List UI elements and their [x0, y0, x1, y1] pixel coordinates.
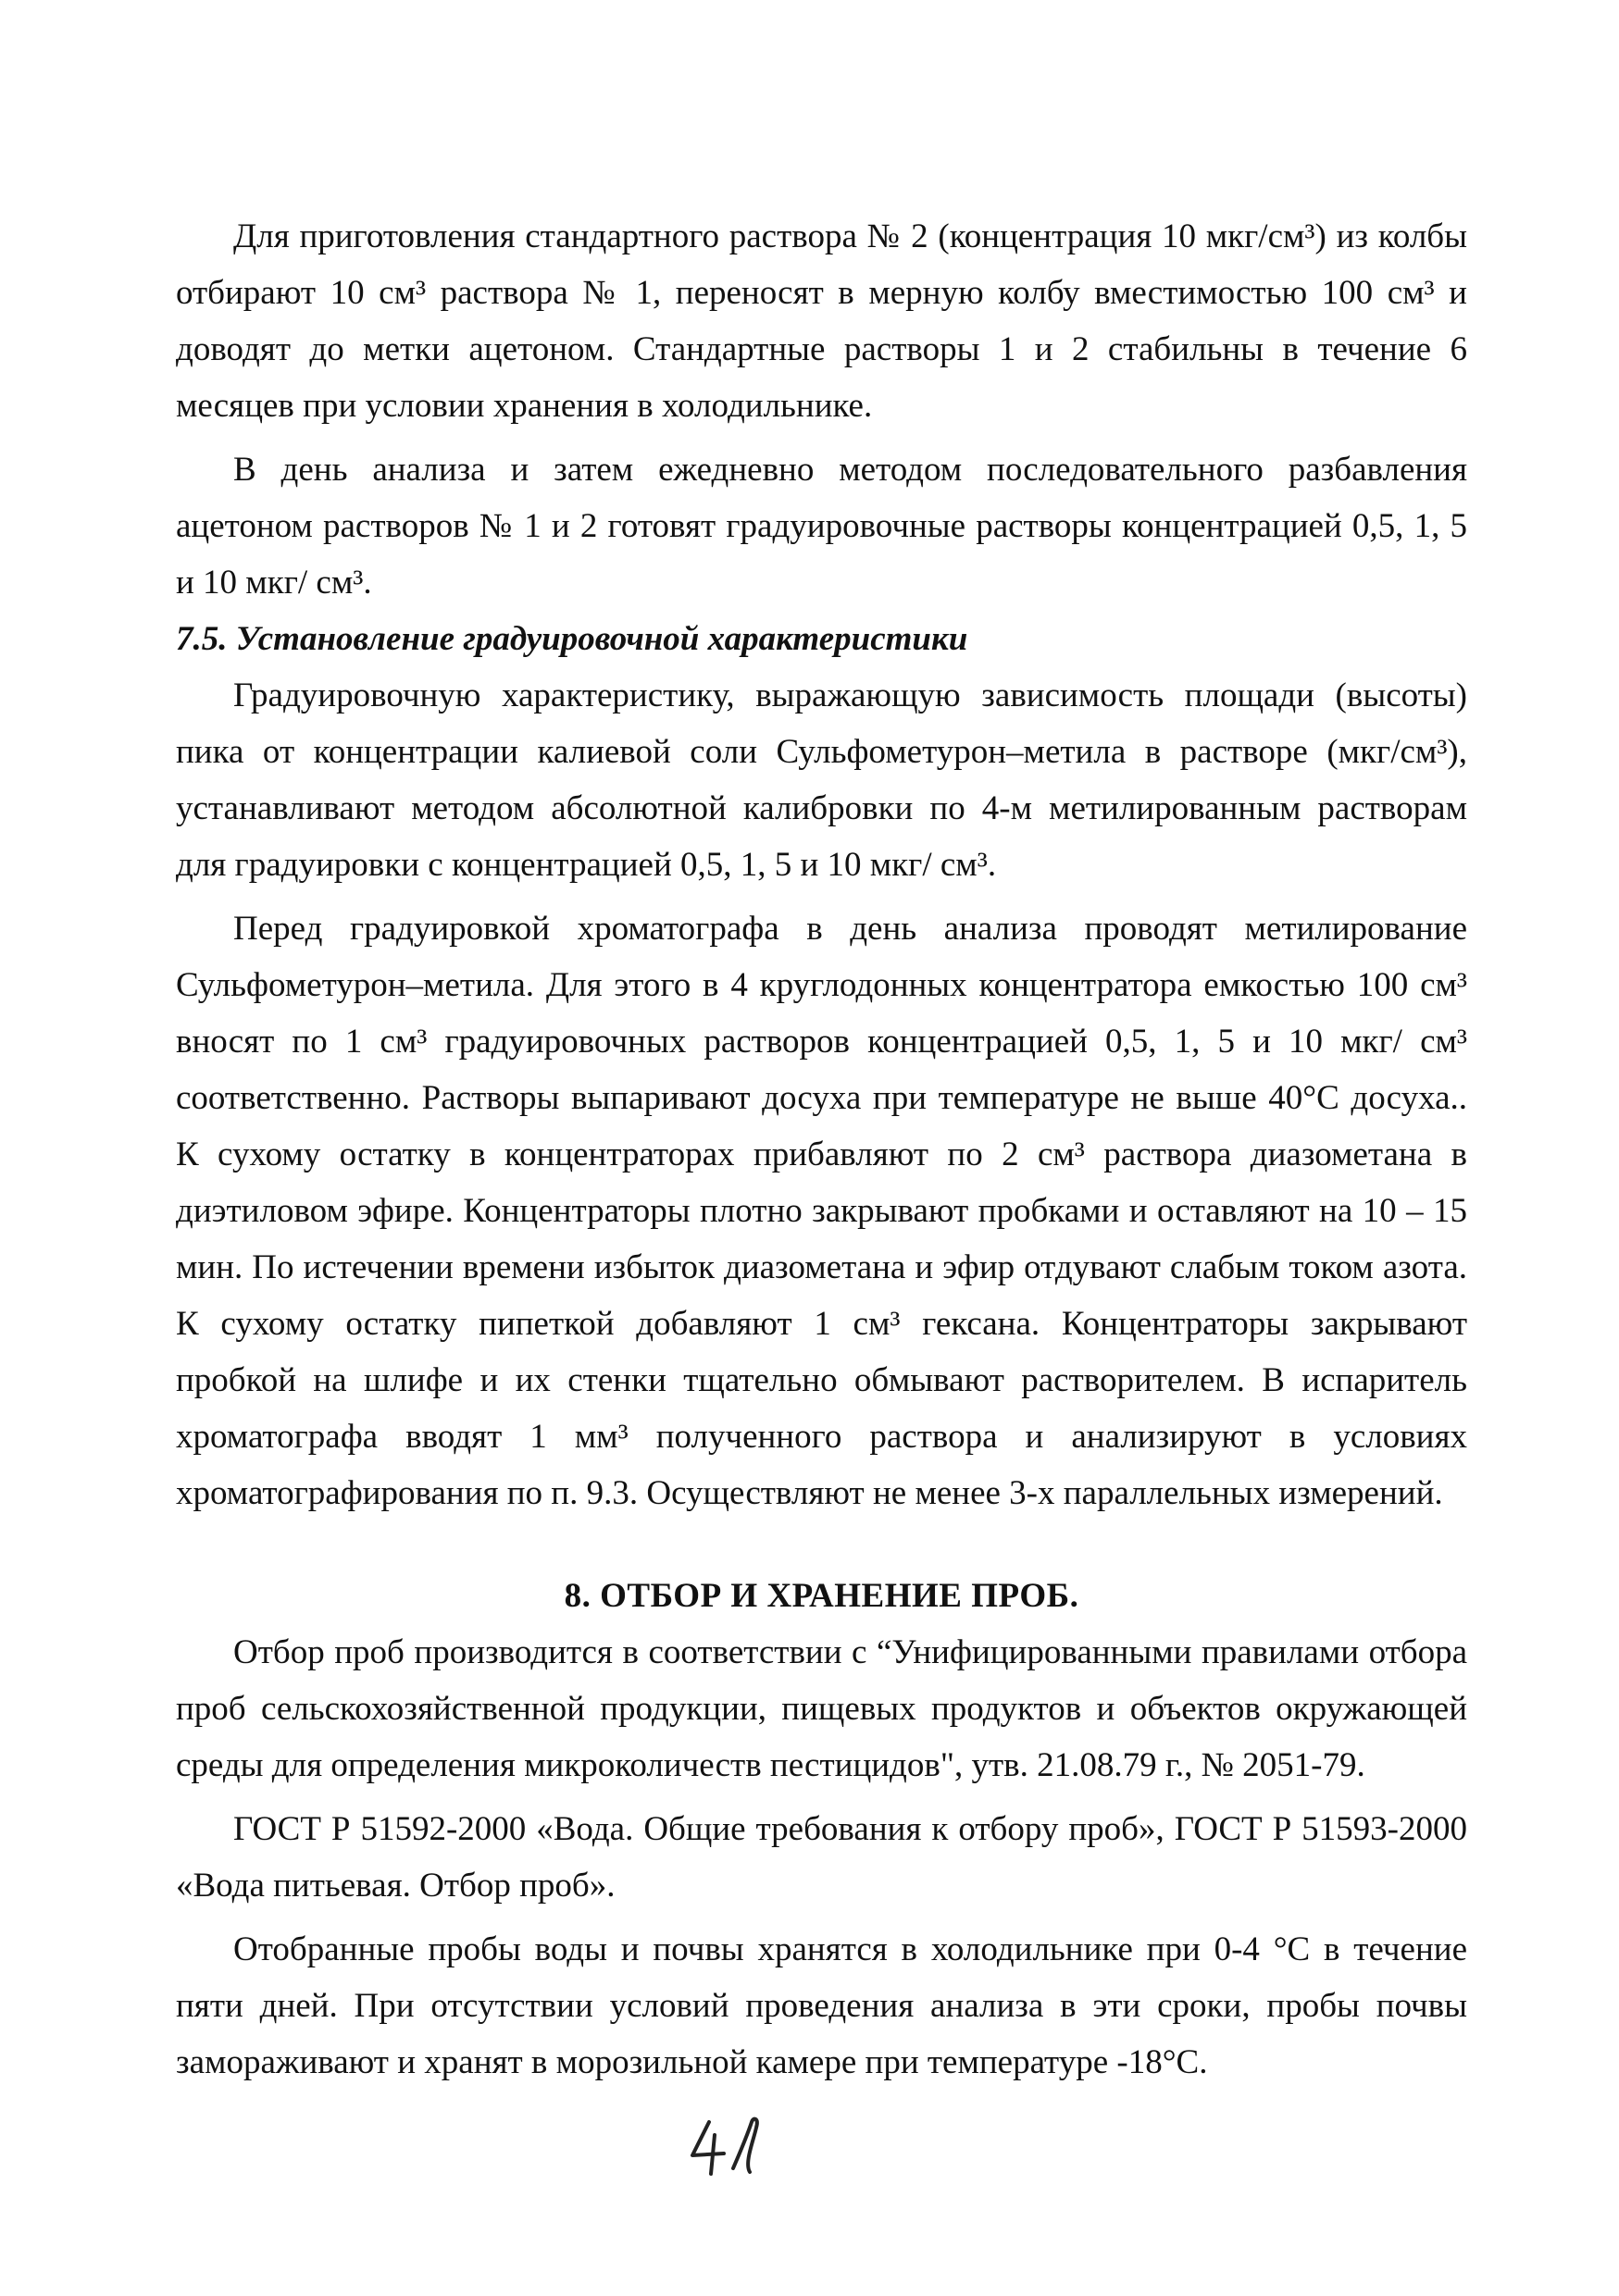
subheading-7-5: 7.5. Установление градуировочной характеристики [176, 620, 968, 658]
page-content [176, 208, 1467, 2091]
handwritten-page-number [685, 2115, 787, 2179]
paragraph-gost-standards: ГОСТ Р 51592-2000 «Вода. Общие требования к отбору проб», ГОСТ Р 51593-2000 «Вода питьевая. Отбор проб». [176, 1810, 1467, 1905]
paragraph-standard-solution-2: Для приготовления стандартного раствора № 2 (концентрация 10 мкг/см³) из колбы отбирают 10 см³ раствора № 1, переносят в мерную колбу вместимостью 100 см³ и доводят до метки ацетоном. Стандартные растворы 1 и 2 стабильны в течение 6 месяцев при условии хранения в холодильнике. [176, 217, 1467, 425]
paragraph-methylation-procedure: Перед градуировкой хроматографа в день анализа проводят метилирование Сульфометурон–метила. Для этого в 4 круглодонных концентратора емкостью 100 см³ вносят по 1 см³ градуировочных растворов концентрацией 0,5, 1, 5 и 10 мкг/ см³ соответственно. Растворы выпаривают досуха при температуре не выше 40°С досуха.. К сухому остатку в концентраторах прибавляют по 2 см³ раствора диазометана в диэтиловом эфире. Концентраторы плотно закрывают пробками и оставляют на 10 – 15 мин. По истечении времени избыток диазометана и эфир отдувают слабым током азота. К сухому остатку пипеткой добавляют 1 см³ гексана. Концентраторы закрывают пробкой на шлифе и их стенки тщательно обмывают растворителем. В испаритель хроматографа вводят 1 мм³ полученного раствора и анализируют в условиях хроматографирования по п. 9.3. Осуществляют не менее 3-х параллельных измерений. [176, 910, 1467, 1512]
paragraph-sample-storage: Отобранные пробы воды и почвы хранятся в холодильнике при 0-4 °С в течение пяти дней. При отсутствии условий проведения анализа в эти сроки, пробы почвы замораживают и хранят в морозильной камере при температуре -18°С. [176, 1930, 1467, 2081]
paragraph-calibration-solutions: В день анализа и затем ежедневно методом последовательного разбавления ацетоном растворов № 1 и 2 готовят градуировочные растворы концентрацией 0,5, 1, 5 и 10 мкг/ см³. [176, 451, 1467, 602]
paragraph-calibration-characteristic: Градуировочную характеристику, выражающую зависимость площади (высоты) пика от концентрации калиевой соли Сульфометурон–метила в растворе (мкг/см³), устанавливают методом абсолютной калибровки по 4-м метилированным растворам для градуировки с концентрацией 0,5, 1, 5 и 10 мкг/ см³. [176, 676, 1467, 884]
paragraph-sampling-rules: Отбор проб производится в соответствии с “Унифицированными правилами отбора проб сельскохозяйственной продукции, пищевых продуктов и объектов окружающей среды для определения микроколичеств пестицидов", утв. 21.08.79 г., № 2051-79. [176, 1633, 1467, 1784]
section-8-title: 8. ОТБОР И ХРАНЕНИЕ ПРОБ. [564, 1577, 1079, 1615]
